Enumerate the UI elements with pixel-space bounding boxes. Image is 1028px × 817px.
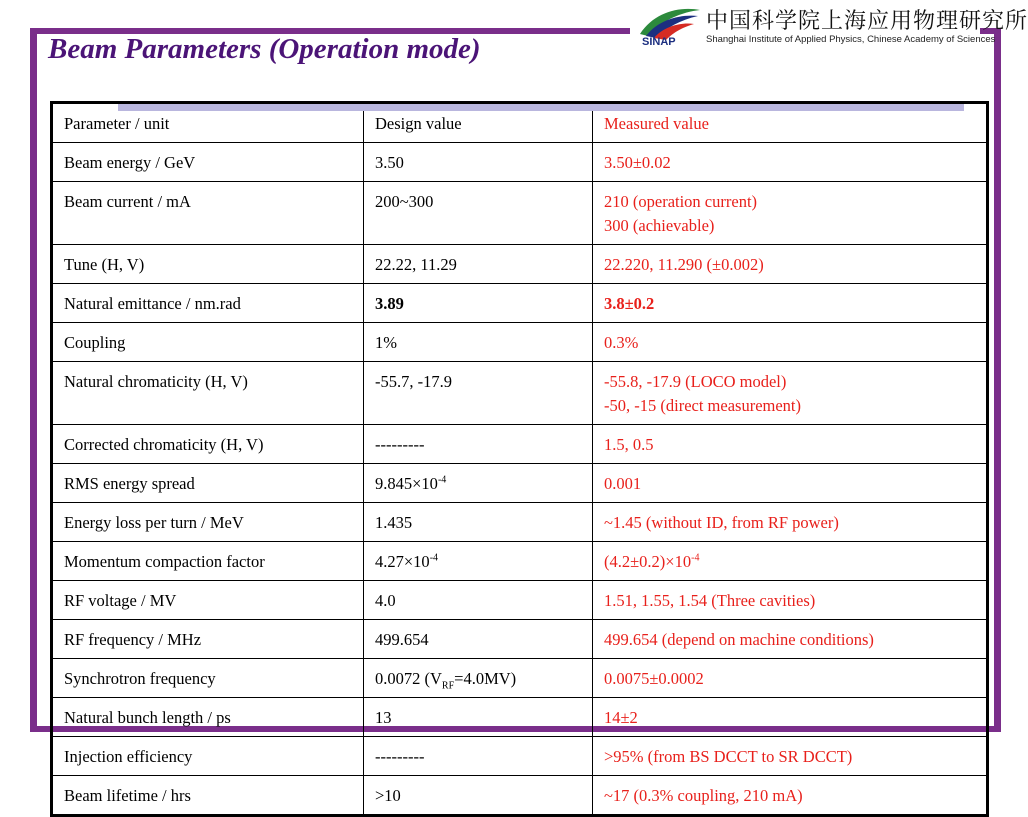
measured-line: 210 (operation current) [604,192,758,211]
measured-cell [593,362,988,425]
param-cell: Energy loss per turn / MeV [52,503,364,542]
table-row [52,581,988,620]
param-cell: Corrected chromaticity (H, V) [52,425,364,464]
measured-cell: 0.001 [593,464,988,503]
measured-cell: 14±2 [593,698,988,737]
table-row [52,425,988,464]
table-row [52,737,988,776]
param-cell: Coupling [52,323,364,362]
beam-parameters-table [50,101,989,817]
measured-cell: ~17 (0.3% coupling, 210 mA) [593,776,988,816]
design-exponent: -4 [429,552,439,564]
table-row [52,143,988,182]
institute-name-english: Shanghai Institute of Applied Physics, Chinese Academy of Sciences [706,34,996,45]
design-cell: --------- [364,425,593,464]
measured-cell: 22.220, 11.290 (±0.002) [593,245,988,284]
design-cell: 13 [364,698,593,737]
design-cell: 3.50 [364,143,593,182]
header-accent-bar [118,104,964,111]
design-cell: 4.0 [364,581,593,620]
design-cell: -55.7, -17.9 [364,362,593,425]
measured-cell: 3.8±0.2 [593,284,988,323]
design-cell: 22.22, 11.29 [364,245,593,284]
design-value: 0.0072 (V [375,669,442,688]
param-cell: Natural bunch length / ps [52,698,364,737]
table-row [52,464,988,503]
measured-line: -50, -15 (direct measurement) [604,396,802,415]
measured-exponent: -4 [691,552,700,564]
param-cell: RF voltage / MV [52,581,364,620]
design-cell: 1.435 [364,503,593,542]
design-cell: >10 [364,776,593,816]
param-cell: Momentum compaction factor [52,542,364,581]
param-cell: Natural chromaticity (H, V) [52,362,364,425]
design-cell: 3.89 [364,284,593,323]
measured-cell: 0.3% [593,323,988,362]
frame-right-border [994,28,1001,732]
measured-cell: 499.654 (depend on machine conditions) [593,620,988,659]
slide-title: Beam Parameters (Operation mode) [48,33,481,65]
design-cell [364,542,593,581]
column-header-measured: Measured value [593,103,988,143]
param-cell: Injection efficiency [52,737,364,776]
param-cell: RMS energy spread [52,464,364,503]
column-header-design: Design value [364,103,593,143]
table-row [52,362,988,425]
table-row [52,620,988,659]
beam-parameters-table-container [50,101,989,805]
table-row [52,284,988,323]
measured-cell: 3.50±0.02 [593,143,988,182]
measured-cell: 1.5, 0.5 [593,425,988,464]
design-cell: 200~300 [364,182,593,245]
design-value: 4.27×10 [375,552,430,571]
param-cell: Tune (H, V) [52,245,364,284]
measured-cell: >95% (from BS DCCT to SR DCCT) [593,737,988,776]
param-cell: Natural emittance / nm.rad [52,284,364,323]
table-row [52,182,988,245]
table-row [52,776,988,816]
param-cell: Synchrotron frequency [52,659,364,698]
logo-text: SINAP [642,36,676,48]
table-row [52,323,988,362]
measured-line: 300 (achievable) [604,216,715,235]
column-header-parameter: Parameter / unit [52,103,364,143]
measured-cell: 1.51, 1.55, 1.54 (Three cavities) [593,581,988,620]
table-row [52,659,988,698]
design-subscript: RF [441,680,455,692]
institute-name-chinese: 中国科学院上海应用物理研究所 [706,9,1028,34]
design-cell [364,659,593,698]
param-cell: Beam energy / GeV [52,143,364,182]
design-cell: 499.654 [364,620,593,659]
design-cell: 1% [364,323,593,362]
design-value-end: =4.0MV) [454,669,517,688]
frame-left-border [30,28,37,732]
table-row [52,542,988,581]
param-cell: Beam lifetime / hrs [52,776,364,816]
measured-cell: 0.0075±0.0002 [593,659,988,698]
design-exponent: -4 [437,474,447,486]
table-row [52,698,988,737]
param-cell: Beam current / mA [52,182,364,245]
design-cell: --------- [364,737,593,776]
measured-cell [593,182,988,245]
measured-value: (4.2±0.2)×10 [604,552,692,571]
measured-cell: ~1.45 (without ID, from RF power) [593,503,988,542]
design-cell [364,464,593,503]
table-row [52,245,988,284]
param-cell: RF frequency / MHz [52,620,364,659]
table-row [52,503,988,542]
measured-cell [593,542,988,581]
measured-line: -55.8, -17.9 (LOCO model) [604,372,787,391]
design-value: 9.845×10 [375,474,438,493]
